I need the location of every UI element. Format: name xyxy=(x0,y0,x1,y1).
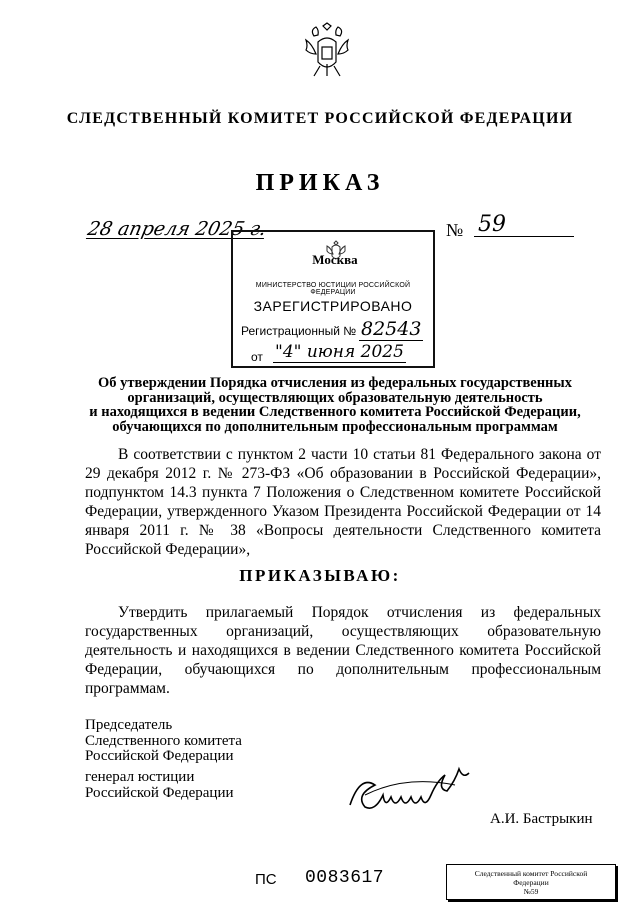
registration-stamp xyxy=(231,230,435,368)
subject-line-1: Об утверждении Порядка отчисления из федеральных государственных xyxy=(98,375,572,391)
corner-line-3: №59 xyxy=(523,887,539,896)
signatory-position xyxy=(85,718,242,765)
directive-paragraph: Утвердить прилагаемый Порядок отчисления из федеральных государственных организаций, осуществляющих образовательную деятельность и находящихся в ведении Следственного комитета Российской Федерации, обучающихся по дополнительным профессиональным программам. xyxy=(85,604,601,697)
registration-corner-stamp xyxy=(446,864,616,900)
position-line-1: Председатель xyxy=(85,717,173,733)
stamp-registration-number: 82543 xyxy=(361,318,422,340)
subject-line-3: и находящихся в ведении Следственного комитета Российской Федерации, xyxy=(89,404,581,420)
russian-emblem-icon xyxy=(296,20,358,82)
stamp-city: Москва xyxy=(312,252,358,267)
rank-line-2: Российской Федерации xyxy=(85,784,234,801)
stamp-registration-date: "4" июня 2025 xyxy=(275,342,404,362)
rank-line-1: генерал юстиции xyxy=(85,769,195,785)
agency-name: СЛЕДСТВЕННЫЙ КОМИТЕТ РОССИЙСКОЙ ФЕДЕРАЦИИ xyxy=(66,110,574,127)
form-series-label: ПС xyxy=(255,871,277,888)
signatory-name: А.И. Бастрыкин xyxy=(490,811,593,827)
handwritten-signature xyxy=(345,755,505,815)
order-subject xyxy=(70,376,600,434)
position-line-3: Российской Федерации xyxy=(85,748,234,764)
corner-line-1: Следственный комитет Российской xyxy=(474,869,588,878)
subject-line-2: организаций, осуществляющих образовательную деятельность xyxy=(127,389,543,406)
document-type-title: ПРИКАЗ xyxy=(255,170,385,196)
subject-line-4: обучающихся по дополнительным профессиональным программам xyxy=(112,418,558,435)
stamp-registration-number-label: Регистрационный № xyxy=(241,324,357,338)
signatory-rank xyxy=(85,770,234,801)
preamble-paragraph: В соответствии с пунктом 2 части 10 статьи 81 Федерального закона от 29 декабря 2012 г. № 273-ФЗ «Об образовании в Российской Федерации», подпунктом 14.3 пункта 7 Положения о Следственном комитете Российской Федерации, утвержденного Указом Президента Российской Федерации от 14 января 2011 г. № 38 «Вопросы деятельности Следственного комитета Российской Федерации», xyxy=(85,446,601,558)
orders-heading: ПРИКАЗЫВАЮ: xyxy=(239,566,401,585)
form-serial-number: 0083617 xyxy=(305,868,385,888)
order-number: 59 xyxy=(474,214,574,237)
stamp-ministry: МИНИСТЕРСТВО ЮСТИЦИИ РОССИЙСКОЙ ФЕДЕРАЦИИ xyxy=(255,282,411,296)
handwritten-date: 28 апреля 2025 г. xyxy=(85,218,269,240)
corner-line-2: Федерации xyxy=(513,878,549,887)
stamp-from-label: от xyxy=(251,350,263,364)
number-label: № xyxy=(446,220,464,240)
stamp-registered-label: ЗАРЕГИСТРИРОВАНО xyxy=(253,298,413,314)
position-line-2: Следственного комитета xyxy=(85,732,242,749)
